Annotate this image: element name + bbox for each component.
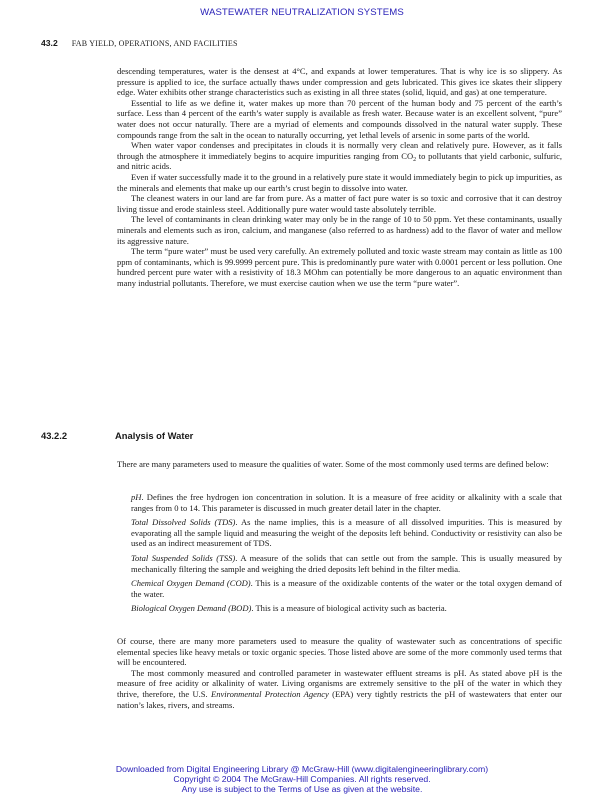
- definition-term: Total Dissolved Solids (TDS): [131, 517, 236, 528]
- paragraph: Of course, there are many more parameters used to measure the quality of wastewater such as concentrations of specific elemental species like heavy metals or toxic organic species. Those listed above are some of the more commonly used terms that will be encountered.: [117, 636, 562, 668]
- paragraph: descending temperatures, water is the densest at 4°C, and expands at lower temperatures. That is why ice is so slippery. As pressure is applied to ice, the surface actually thaws under compression and gets lubricated. This gives ice skates their slippery edge. Water exhibits other strange characteristics such as existing in all three states (solid, liquid, and gas) at one temperature.: [117, 66, 562, 98]
- text-run: to pollutants that yield carbonic, sulfuric, and nitric acids.: [117, 150, 563, 172]
- definition-list: [131, 492, 562, 618]
- definition-text: . As the name implies, this is a measure of all dissolved impurities. This is measured by evaporating all the sample liquid and measuring the weight of the deposits left behind. Conductivity or resistivity can also be used as an indirect measurement of TDS.: [131, 517, 563, 549]
- definition-text: . Defines the free hydrogen ion concentration in solution. It is a measure of free acidity or alkalinity with a scale that ranges from 0 to 14. This parameter is discussed in much greater detail later in the chapter.: [131, 492, 562, 513]
- definition-item: [131, 553, 562, 574]
- footer-copyright-line: Copyright © 2004 The McGraw-Hill Companies. All rights reserved.: [173, 774, 431, 784]
- text-run: (EPA) very tightly restricts the pH of wastewaters that enter our nation’s lakes, rivers, and streams.: [117, 688, 562, 710]
- paragraph: The cleanest waters in our land are far from pure. As a matter of fact pure water is so toxic and corrosive that it can destroy living tissue and erode stainless steel. Additionally pure water would taste absolutely terrible.: [117, 193, 562, 214]
- paragraph: Even if water successfully made it to the ground in a relatively pure state it would immediately begin to pick up impurities, as the minerals and elements that make up our earth’s crust begin to dissolve into water.: [117, 171, 562, 193]
- text-run: The most commonly measured and controlled parameter in wastewater effluent streams is pH. As stated above pH is the measure of free acidity or alkalinity of water. Living organisms are extremely sensitive to the pH of the water in which they thrive, therefore, the U.S.: [117, 667, 562, 699]
- definition-term: Total Suspended Solids (TSS): [131, 552, 236, 563]
- definition-term: Biological Oxygen Demand (BOD): [131, 603, 252, 614]
- paragraph: The term “pure water” must be used very carefully. An extremely polluted and toxic waste stream may contain as little as 100 ppm of contaminants, which is 99.9999 percent pure. This is predominantly pure water with 0.0001 percent or less pollution. One hundred percent pure water with a resistivity of 18.3 MOhm can potentially be more dangerous to an aquatic environment than many industrial pollutants. Therefore, we must exercise caution when we use the term “pure water”.: [117, 246, 562, 288]
- definition-item: [131, 578, 562, 599]
- running-title: FAB YIELD, OPERATIONS, AND FACILITIES: [71, 39, 238, 48]
- definition-item: [131, 603, 562, 614]
- definition-text: . A measure of the solids that can settle out from the sample. This is usually measured by mechanically filtering the sample and weighing the dried deposits left behind in the filter media.: [131, 552, 562, 574]
- text-run: When water vapor condenses and precipitates in clouds it is normally very clean and relatively pure. However, as it falls through the atmosphere it immediately begins to acquire impurities ranging from CO: [117, 140, 562, 161]
- page-number: 43.2: [41, 38, 58, 48]
- definition-item: [131, 492, 562, 513]
- definition-item: [131, 517, 562, 549]
- paragraph: There are many parameters used to measure the qualities of water. Some of the most commonly used terms are defined below:: [117, 459, 549, 469]
- section-number: 43.2.2: [41, 430, 68, 441]
- document-banner: WASTEWATER NEUTRALIZATION SYSTEMS: [200, 7, 404, 18]
- section-heading: [41, 430, 193, 441]
- paragraph: The level of contaminants in clean drinking water may only be in the range of 10 to 50 ppm. Yet these contaminants, usually minerals and elements such as iron, calcium, and manganese (also referred to as hardness) add to the flavor of water and mellow its aggressive nature.: [117, 214, 562, 246]
- definition-text: . This is a measure of biological activity such as bacteria.: [251, 603, 447, 614]
- definition-term: pH: [131, 492, 142, 502]
- definition-term: Chemical Oxygen Demand (COD): [131, 578, 251, 589]
- section-title: Analysis of Water: [115, 430, 194, 441]
- paragraph: [117, 668, 562, 710]
- paragraph: [117, 140, 562, 172]
- paragraph: Essential to life as we define it, water makes up more than 70 percent of the human body and 75 percent of the earth’s surface. Less than 4 percent of the earth’s water supply is available as fresh water. Because water is an excellent solvent, “pure” water does not occur naturally. There are a myriad of elements and compounds dissolved in the natural water supply. These compounds range from the salt in the ocean to naturally occurring, yet lethal levels of arsenic in some parts of the world.: [117, 97, 562, 140]
- emphasis-text: Environmental Protection Agency: [210, 688, 329, 699]
- footer-download-line[interactable]: Downloaded from Digital Engineering Library @ McGraw-Hill (www.digitalengineeringlibrary.com): [115, 764, 489, 774]
- footer-terms-line[interactable]: Any use is subject to the Terms of Use as given at the website.: [181, 784, 423, 794]
- body-text-top: [117, 66, 562, 288]
- running-head: [41, 38, 238, 48]
- subscript: 2: [413, 156, 417, 163]
- body-text-closing: [117, 636, 562, 710]
- definition-text: . This is a measure of the oxidizable contents of the water or the total oxygen demand of the water.: [131, 578, 562, 599]
- section-intro: [117, 459, 562, 470]
- footer-notice: [0, 764, 604, 794]
